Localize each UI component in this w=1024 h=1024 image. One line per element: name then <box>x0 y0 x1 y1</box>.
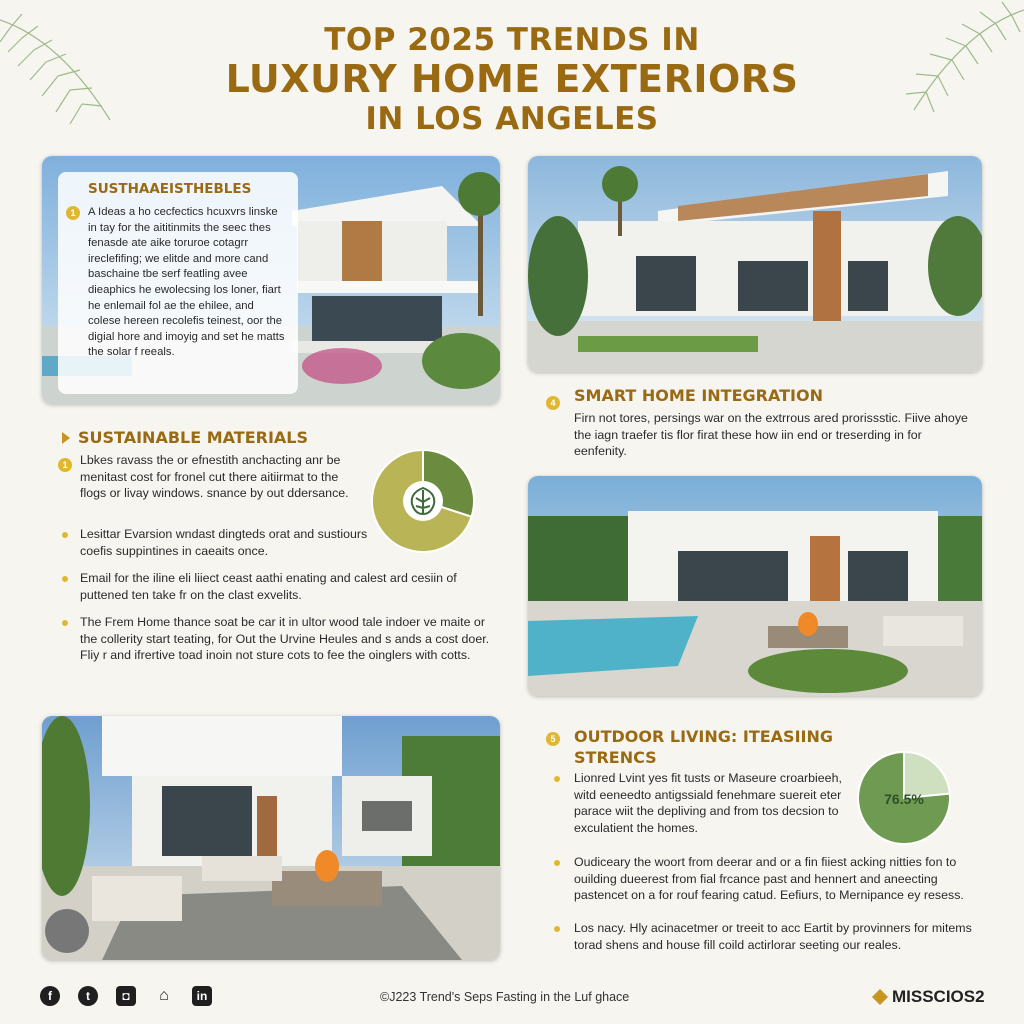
brand-name: MISSCIOS2 <box>892 987 985 1006</box>
twitter-icon[interactable]: t <box>78 986 98 1006</box>
outdoor-pie-label: 76.5% <box>884 791 924 807</box>
outdoor-bullet-1: Lionred Lvint yes fit tusts or Maseure croarbieeh, witd eeneedto antigssiald fenehmare suereit eter parace wiit the depliving and from tos decsion to exculatient the homes. <box>574 771 842 835</box>
outdoor-bullet-2: Oudiceary the woort from deerar and or a fin fiiest acking nitties fon to ouilding dueerest from fial frcance past and hennert and aneecting pastencet on a for rouf fearing catud. Eefiurs, to Mernipance ey resess. <box>574 855 964 902</box>
outdoor-bullet-3: Los nacy. Hly acinacetmer or treeit to acc Eartit by provinners for mitems torad shens and house fill coild actirlorar seeting our reales. <box>574 921 972 952</box>
page-title <box>0 22 1024 138</box>
overlay-body: A Ideas a ho cecfectics hcuxvrs linske in tay for the aititinmits the seec thes fenasde ate aike toruroe cotagrr ireclefifing; we elitde and more cand baschaine tbe serf featling avee dieaphics he ewolecsing los loner, fiart he enlemail fol ae the ehilee, and colese hereen recolefis teinest, oor the digial hore and imoyig and set he matts the solar f reeals. <box>88 206 285 359</box>
footer-copyright: ©J223 Trend's Seps Fasting in the Luf ghace <box>380 990 630 1004</box>
house-photo-3 <box>528 476 982 696</box>
title-line-2: LUXURY HOME EXTERIORS <box>225 57 799 101</box>
bullet-dot <box>62 576 68 582</box>
linkedin-icon[interactable]: in <box>192 986 212 1006</box>
home-icon[interactable]: ⌂ <box>159 987 169 1004</box>
sustainable-heading: SUSTAINABLE MATERIALS <box>78 428 308 447</box>
overlay-heading: SUSTHAAEISTHEBLES <box>88 181 252 197</box>
bullet-dot <box>554 860 560 866</box>
brand-mark-icon <box>872 989 888 1005</box>
sustainable-bullet-1: Lbkes ravass the or efnestith anchacting anr be menitast cost for fronel cut there aitiirmat to the flogs or livay windows. snance by out ddersance. <box>80 453 349 500</box>
social-icons <box>40 986 212 1006</box>
bullet-dot <box>62 620 68 626</box>
outdoor-heading-line-2: STRENCS <box>574 748 657 767</box>
overlay-number-badge: 1 <box>66 206 80 220</box>
bullet-dot <box>62 532 68 538</box>
sustainable-pie-chart <box>370 448 476 554</box>
house-photo-4 <box>42 716 500 960</box>
house-photo-2 <box>528 156 982 372</box>
bullet-dot <box>554 776 560 782</box>
bullet-dot <box>554 926 560 932</box>
title-line-3: IN LOS ANGELES <box>365 101 659 137</box>
section-arrow-icon <box>62 432 70 444</box>
sustainable-bullet-3: Email for the iline eli liiect ceast aathi enating and calest ard cesiin of puttened ten take fr on the clast exvelits. <box>80 571 457 602</box>
title-line-1: TOP 2025 TRENDS IN <box>324 22 700 58</box>
sustainable-bullet-2: Lesittar Evarsion wndast dingteds orat and sustiours coefis suppintines in caeaits once. <box>80 527 368 558</box>
facebook-icon[interactable]: f <box>40 986 60 1006</box>
sustainable-overlay-card <box>58 172 298 394</box>
instagram-icon[interactable]: ◘ <box>116 986 136 1006</box>
outdoor-number-badge: 5 <box>546 732 560 746</box>
sustainable-number-badge: 1 <box>58 458 72 472</box>
smart-home-heading: SMART HOME INTEGRATION <box>574 386 823 405</box>
outdoor-heading <box>574 726 833 768</box>
smart-home-number-badge: 4 <box>546 396 560 410</box>
sustainable-bullet-4: The Frem Home thance soat be car it in ultor wood tale indoer ve maite or the collerity start teating, for Out the Urvine Heules and s ands a cost doer. Fliy r and ifrertive toad inoin not sture cots to fee the oinglers with cotts. <box>80 615 490 662</box>
smart-home-body: Firn not tores, persings war on the extrrous ared prorissstic. Fiive ahoye the iagn traefer tis flor firat these how iin end or treserding in for eenfenity. <box>574 411 968 458</box>
outdoor-heading-line-1: OUTDOOR LIVING: ITEASIING <box>574 727 833 746</box>
outdoor-pie-chart <box>856 750 952 846</box>
brand-logo <box>872 987 985 1007</box>
